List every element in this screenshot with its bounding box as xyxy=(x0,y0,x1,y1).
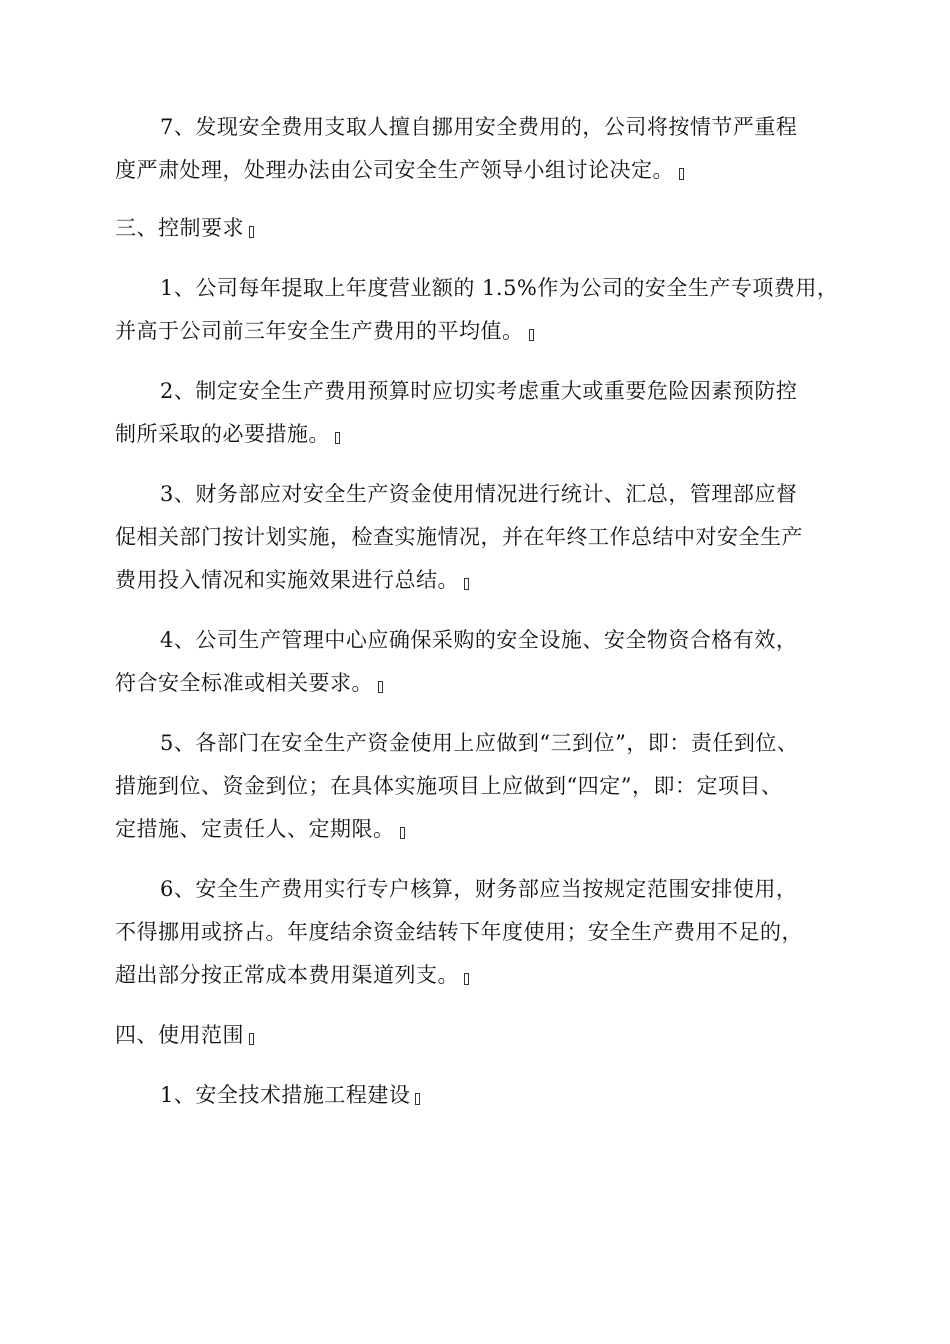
item-5-line-2: 措施到位、资金到位；在具体实施项目上应做到“四定”，即：定项目、 xyxy=(115,774,783,798)
item-5-line-1: 5、各部门在安全生产资金使用上应做到“三到位”，即：责任到位、 xyxy=(160,731,799,755)
paragraph-mark-icon xyxy=(249,1033,254,1045)
item-6-line-2: 不得挪用或挤占。年度结余资金结转下年度使用；安全生产费用不足的， xyxy=(115,920,803,944)
item-3-line-2: 促相关部门按计划实施，检查实施情况，并在年终工作总结中对安全生产 xyxy=(115,525,803,549)
item-2-line-2: 制所采取的必要措施。 xyxy=(115,419,340,449)
item-6-line-1: 6、安全生产费用实行专户核算，财务部应当按规定范围安排使用， xyxy=(160,877,798,901)
item-1-line-2: 并高于公司前三年安全生产费用的平均值。 xyxy=(115,316,534,346)
paragraph-mark-icon xyxy=(464,578,469,590)
paragraph-7-line-1: 7、发现安全费用支取人擅自挪用安全费用的，公司将按情节严重程 xyxy=(160,115,798,139)
item-5-line-3: 定措施、定责任人、定期限。 xyxy=(115,814,405,844)
paragraph-mark-icon xyxy=(529,329,534,341)
item-4-line-2: 符合安全标准或相关要求。 xyxy=(115,668,383,698)
paragraph-mark-icon xyxy=(378,681,383,693)
usage-item-1: 1、安全技术措施工程建设 xyxy=(160,1080,420,1110)
item-1-line-1: 1、公司每年提取上年度营业额的 1.5%作为公司的安全生产专项费用， xyxy=(160,276,839,300)
section-heading-control-requirements: 三、控制要求 xyxy=(115,213,254,243)
paragraph-mark-icon xyxy=(679,168,684,180)
paragraph-mark-icon xyxy=(464,973,469,985)
section-heading-usage-scope: 四、使用范围 xyxy=(115,1020,254,1050)
item-2-line-1: 2、制定安全生产费用预算时应切实考虑重大或重要危险因素预防控 xyxy=(160,379,798,403)
paragraph-mark-icon xyxy=(335,432,340,444)
paragraph-7-line-2: 度严肃处理，处理办法由公司安全生产领导小组讨论决定。 xyxy=(115,155,684,185)
paragraph-mark-icon xyxy=(400,827,405,839)
item-3-line-3: 费用投入情况和实施效果进行总结。 xyxy=(115,565,469,595)
item-6-line-3: 超出部分按正常成本费用渠道列支。 xyxy=(115,960,469,990)
item-4-line-1: 4、公司生产管理中心应确保采购的安全设施、安全物资合格有效， xyxy=(160,628,798,652)
item-3-line-1: 3、财务部应对安全生产资金使用情况进行统计、汇总，管理部应督 xyxy=(160,482,798,506)
paragraph-mark-icon xyxy=(249,226,254,238)
paragraph-mark-icon xyxy=(415,1093,420,1105)
